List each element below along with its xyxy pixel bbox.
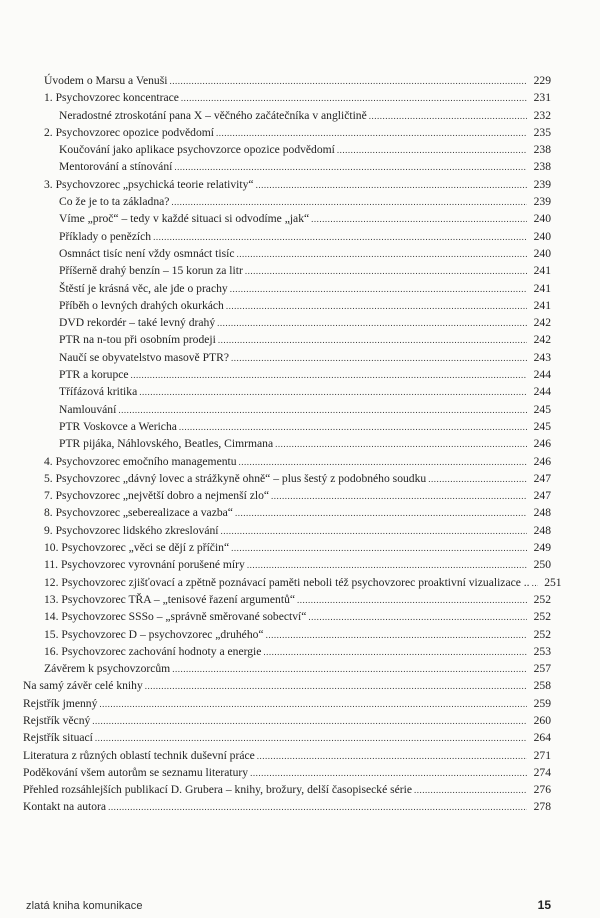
toc-entry-title: 3. Psychovzorec „psychická teorie relativity“ xyxy=(44,177,254,191)
toc-entry-title: Příšerně drahý benzín – 15 korun za litr xyxy=(59,264,243,278)
dot-leader xyxy=(247,557,527,574)
toc-entry-page: 245 xyxy=(533,402,551,416)
toc-entry-title: 10. Psychovzorec „věci se dějí z příčin“ xyxy=(44,541,230,555)
toc-entry-title: 9. Psychovzorec lidského zkreslování xyxy=(44,523,219,537)
toc-entry-title: Poděkování všem autorům se seznamu literatury xyxy=(23,765,249,779)
dot-leader xyxy=(131,367,527,384)
toc-entry-title: PTR na n-tou při osobním prodeji xyxy=(59,333,216,347)
toc-entry-title: Mentorování a stínování xyxy=(59,160,173,174)
toc-entry-page: 229 xyxy=(533,74,551,87)
toc-entry-page: 248 xyxy=(533,506,551,520)
toc-entry-title: Úvodem o Marsu a Venuši xyxy=(44,74,168,87)
toc-entry-page: 247 xyxy=(533,471,551,485)
toc-entry-page: 259 xyxy=(533,696,551,710)
toc-entry xyxy=(0,470,600,487)
toc-entry xyxy=(0,245,600,262)
toc-entry xyxy=(0,210,600,227)
toc-entry-page: 251 xyxy=(544,575,562,589)
dot-leader xyxy=(169,73,527,90)
dot-leader xyxy=(263,644,527,661)
dot-leader xyxy=(236,246,527,263)
toc-entry-page: 246 xyxy=(533,437,551,451)
page-footer xyxy=(26,898,551,914)
toc-entry-page: 247 xyxy=(533,489,551,503)
toc-entry-page: 276 xyxy=(533,783,551,797)
toc-entry-title: Závěrem k psychovzorcům xyxy=(44,662,171,676)
dot-leader xyxy=(92,713,527,730)
toc-entry-title: Příběh o levných drahých okurkách xyxy=(59,298,224,312)
toc-entry-title: DVD rekordér – také levný drahý xyxy=(59,316,216,330)
toc-entry xyxy=(0,504,600,521)
toc-entry-page: 232 xyxy=(533,108,551,122)
dot-leader xyxy=(271,488,527,505)
dot-leader xyxy=(118,402,527,419)
toc-entry xyxy=(0,89,600,106)
toc-entry xyxy=(0,228,600,245)
dot-leader xyxy=(231,540,527,557)
toc-entry-title: Víme „proč“ – tedy v každé situaci si odvodíme „jak“ xyxy=(59,212,310,226)
toc-entry-title: Co že je to ta základna? xyxy=(59,195,170,209)
dot-leader xyxy=(245,263,527,280)
toc-entry-page: 239 xyxy=(533,177,551,191)
toc-entry-page: 250 xyxy=(533,558,551,572)
dot-leader xyxy=(257,748,527,765)
dot-leader xyxy=(337,142,527,159)
dot-leader xyxy=(221,523,527,540)
toc-entry xyxy=(0,747,600,764)
toc-entry xyxy=(0,366,600,383)
toc-entry-title: Štěstí je krásná věc, ale jde o prachy xyxy=(59,281,228,295)
toc-entry-title: 8. Psychovzorec „seberealizace a vazba“ xyxy=(44,506,233,520)
toc-entry-title: Literatura z různých oblastí technik duševní práce xyxy=(23,748,255,762)
toc-entry xyxy=(0,643,600,660)
toc-entry-title: PTR Voskovce a Wericha xyxy=(59,419,177,433)
dot-leader xyxy=(369,108,527,125)
toc-entry-page: 249 xyxy=(533,541,551,555)
toc-entry-title: Koučování jako aplikace psychovzorce opozice podvědomí xyxy=(59,143,335,157)
dot-leader xyxy=(428,471,527,488)
dot-leader xyxy=(308,609,527,626)
toc-entry-title: 16. Psychovzorec zachování hodnoty a energie xyxy=(44,644,262,658)
toc-entry-page: 253 xyxy=(533,644,551,658)
toc-entry-page: 238 xyxy=(533,160,551,174)
table-of-contents xyxy=(0,72,600,816)
dot-leader xyxy=(256,177,527,194)
toc-entry xyxy=(0,539,600,556)
toc-entry-title: PTR pijáka, Náhlovského, Beatles, Cimrmana xyxy=(59,437,274,451)
toc-entry-page: 238 xyxy=(533,143,551,157)
dot-leader xyxy=(250,765,527,782)
toc-entry xyxy=(0,453,600,470)
toc-entry-title: 1. Psychovzorec koncentrace xyxy=(44,91,179,105)
toc-entry-page: 252 xyxy=(533,610,551,624)
toc-entry-title: 4. Psychovzorec emočního managementu xyxy=(44,454,237,468)
toc-entry xyxy=(0,695,600,712)
toc-entry xyxy=(0,764,600,781)
toc-entry-page: 242 xyxy=(533,316,551,330)
toc-entry-title: Třífázová kritika xyxy=(59,385,138,399)
toc-entry xyxy=(0,487,600,504)
toc-entry-title: 5. Psychovzorec „dávný lovec a strážkyně ohně“ – plus šestý z podobného soudku xyxy=(44,471,427,485)
toc-entry-title: 15. Psychovzorec D – psychovzorec „druhého“ xyxy=(44,627,264,641)
toc-entry-page: 241 xyxy=(533,298,551,312)
dot-leader xyxy=(174,159,527,176)
toc-entry xyxy=(0,262,600,279)
toc-entry xyxy=(0,297,600,314)
toc-entry xyxy=(0,626,600,643)
toc-entry xyxy=(0,522,600,539)
dot-leader xyxy=(145,678,527,695)
toc-entry xyxy=(0,781,600,798)
dot-leader xyxy=(153,229,527,246)
toc-entry-page: 271 xyxy=(533,748,551,762)
toc-entry-title: PTR a korupce xyxy=(59,368,129,382)
toc-entry-page: 257 xyxy=(533,662,551,676)
dot-leader xyxy=(218,332,527,349)
toc-entry xyxy=(0,331,600,348)
toc-entry xyxy=(0,383,600,400)
toc-entry-title: Přehled rozsáhlejších publikací D. Grubera – knihy, brožury, delší časopisecké série xyxy=(23,783,413,797)
dot-leader xyxy=(275,436,527,453)
toc-entry-page: 264 xyxy=(533,731,551,745)
dot-leader xyxy=(239,454,527,471)
toc-entry-title: 11. Psychovzorec vyrovnání porušené míry xyxy=(44,558,245,572)
toc-entry-page: 252 xyxy=(533,627,551,641)
toc-entry-title: Kontakt na autora xyxy=(23,800,107,814)
toc-entry xyxy=(0,349,600,366)
toc-entry-title: Na samý závěr celé knihy xyxy=(23,679,143,693)
toc-entry-page: 242 xyxy=(533,333,551,347)
toc-entry-page: 252 xyxy=(533,592,551,606)
toc-entry xyxy=(0,418,600,435)
toc-entry xyxy=(0,280,600,297)
toc-entry-title: 2. Psychovzorec opozice podvědomí xyxy=(44,125,214,139)
toc-entry-page: 248 xyxy=(533,523,551,537)
toc-entry xyxy=(0,158,600,175)
toc-entry-title: 12. Psychovzorec zjišťovací a zpětně poznávací paměti neboli též psychovzorec proaktivní vizualizace .. xyxy=(44,575,530,589)
toc-entry-page: 278 xyxy=(533,800,551,814)
toc-entry-title: Rejstřík věcný xyxy=(23,713,91,727)
toc-entry xyxy=(0,314,600,331)
dot-leader xyxy=(217,315,527,332)
toc-entry-page: 241 xyxy=(533,264,551,278)
toc-entry xyxy=(0,591,600,608)
dot-leader xyxy=(216,125,527,142)
toc-entry-page: 244 xyxy=(533,368,551,382)
toc-entry xyxy=(0,677,600,694)
dot-leader xyxy=(266,627,527,644)
page-number: 15 xyxy=(537,898,551,912)
toc-entry xyxy=(0,660,600,677)
toc-entry-page: 260 xyxy=(533,713,551,727)
toc-entry xyxy=(0,729,600,746)
toc-entry-title: Naučí se obyvatelstvo masově PTR? xyxy=(59,350,230,364)
dot-leader xyxy=(171,194,527,211)
toc-entry-page: 231 xyxy=(533,91,551,105)
toc-entry xyxy=(0,798,600,815)
dot-leader xyxy=(311,211,527,228)
toc-entry-title: Neradostné ztroskotání pana X – věčného začátečníka v angličtině xyxy=(59,108,367,122)
dot-leader xyxy=(235,505,527,522)
toc-entry-title: Příklady o penězích xyxy=(59,229,152,243)
toc-entry-title: 13. Psychovzorec TŘA – „tenisové řazení argumentů“ xyxy=(44,592,296,606)
toc-entry-title: Namlouvání xyxy=(59,402,117,416)
toc-entry-title: Rejstřík situací xyxy=(23,731,93,745)
toc-entry xyxy=(0,72,600,89)
dot-leader xyxy=(230,281,527,298)
toc-entry xyxy=(0,193,600,210)
toc-entry-page: 241 xyxy=(533,281,551,295)
toc-entry xyxy=(0,141,600,158)
dot-leader xyxy=(414,782,527,799)
toc-entry xyxy=(0,176,600,193)
toc-entry-page: 258 xyxy=(533,679,551,693)
toc-entry-title: Osmnáct tisíc není vždy osmnáct tisíc xyxy=(59,246,235,260)
toc-entry-page: 245 xyxy=(533,419,551,433)
toc-entry xyxy=(0,608,600,625)
dot-leader xyxy=(181,90,527,107)
toc-entry-title: Rejstřík jmenný xyxy=(23,696,98,710)
toc-entry-title: 7. Psychovzorec „největší dobro a nejmenší zlo“ xyxy=(44,489,270,503)
dot-leader xyxy=(139,384,527,401)
dot-leader xyxy=(172,661,527,678)
toc-entry xyxy=(0,556,600,573)
book-series-title: zlatá kniha komunikace xyxy=(26,900,143,912)
toc-entry-page: 244 xyxy=(533,385,551,399)
dot-leader xyxy=(95,730,527,747)
toc-entry xyxy=(0,712,600,729)
toc-entry-page: 240 xyxy=(533,229,551,243)
toc-entry-page: 240 xyxy=(533,212,551,226)
toc-entry xyxy=(0,107,600,124)
toc-entry-page: 235 xyxy=(533,125,551,139)
dot-leader xyxy=(297,592,527,609)
dot-leader xyxy=(226,298,527,315)
dot-leader xyxy=(99,696,527,713)
toc-entry-title: 14. Psychovzorec SSSo – „správně směrované sobectví“ xyxy=(44,610,307,624)
toc-entry xyxy=(0,435,600,452)
toc-entry-page: 246 xyxy=(533,454,551,468)
toc-entry xyxy=(0,401,600,418)
toc-entry-page: 240 xyxy=(533,246,551,260)
dot-leader xyxy=(108,799,527,816)
toc-entry-page: 243 xyxy=(533,350,551,364)
toc-entry xyxy=(0,574,600,591)
toc-entry-page: 239 xyxy=(533,195,551,209)
dot-leader xyxy=(231,350,527,367)
toc-entry xyxy=(0,124,600,141)
dot-leader xyxy=(179,419,527,436)
toc-entry-page: 274 xyxy=(533,765,551,779)
